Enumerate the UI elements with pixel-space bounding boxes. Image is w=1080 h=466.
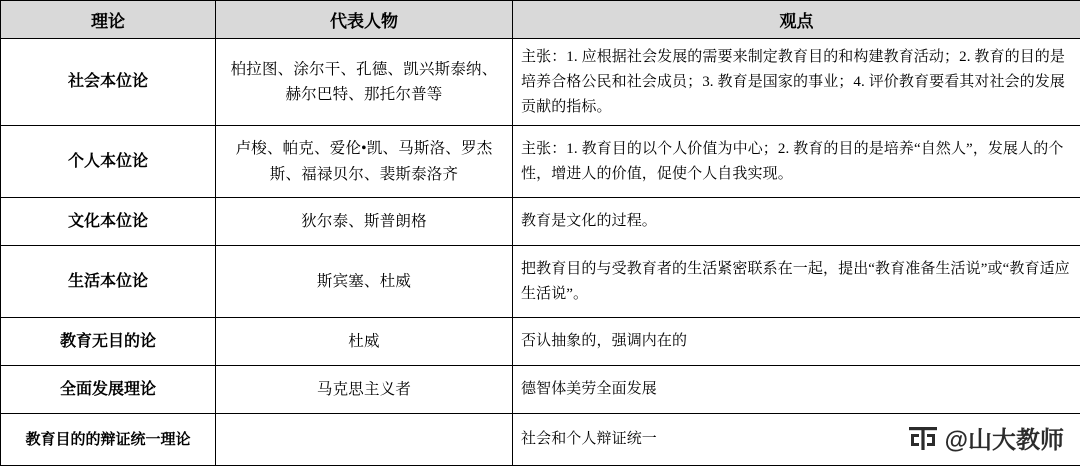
cell-people: 卢梭、帕克、爱伦•凯、马斯洛、罗杰斯、福禄贝尔、裴斯泰洛齐 xyxy=(216,126,513,198)
column-header-people: 代表人物 xyxy=(216,1,513,39)
cell-people: 马克思主义者 xyxy=(216,366,513,414)
cell-view: 主张：1. 教育目的以个人价值为中心；2. 教育的目的是培养“自然人”，发展人的个性，增进人的价值，促使个人自我实现。 xyxy=(513,126,1080,198)
cell-view: 德智体美劳全面发展 xyxy=(513,366,1080,414)
cell-theory: 社会本位论 xyxy=(1,39,216,126)
cell-people: 斯宾塞、杜威 xyxy=(216,246,513,318)
cell-theory: 全面发展理论 xyxy=(1,366,216,414)
cell-theory: 教育无目的论 xyxy=(1,318,216,366)
table-row xyxy=(1,318,1080,366)
cell-people: 狄尔泰、斯普朗格 xyxy=(216,198,513,246)
cell-theory: 生活本位论 xyxy=(1,246,216,318)
cell-people xyxy=(216,414,513,466)
cell-theory: 教育目的的辩证统一理论 xyxy=(1,414,216,466)
cell-theory: 个人本位论 xyxy=(1,126,216,198)
watermark-text: @山大教师 xyxy=(945,420,1064,455)
table-header-row xyxy=(1,1,1080,39)
table-row xyxy=(1,198,1080,246)
cell-view: 主张：1. 应根据社会发展的需要来制定教育目的和构建教育活动；2. 教育的目的是培养合格公民和社会成员；3. 教育是国家的事业；4. 评价教育要看其对社会的发展贡献的指标。 xyxy=(513,39,1080,126)
table-body xyxy=(1,39,1080,466)
column-header-view: 观点 xyxy=(513,1,1080,39)
table-row xyxy=(1,246,1080,318)
cell-view: 教育是文化的过程。 xyxy=(513,198,1080,246)
cell-view: 否认抽象的，强调内在的 xyxy=(513,318,1080,366)
table-row xyxy=(1,126,1080,198)
cell-theory: 文化本位论 xyxy=(1,198,216,246)
cell-people: 柏拉图、涂尔干、孔德、凯兴斯泰纳、赫尔巴特、那托尔普等 xyxy=(216,39,513,126)
cell-view: 把教育目的与受教育者的生活紧密联系在一起，提出“教育准备生活说”或“教育适应生活说”。 xyxy=(513,246,1080,318)
table-header xyxy=(1,1,1080,39)
table-row xyxy=(1,414,1080,466)
column-header-theory: 理论 xyxy=(1,1,216,39)
table-row xyxy=(1,39,1080,126)
cell-view: 社会和个人辩证统一 xyxy=(513,414,1080,466)
cell-people: 杜威 xyxy=(216,318,513,366)
table-row xyxy=(1,366,1080,414)
